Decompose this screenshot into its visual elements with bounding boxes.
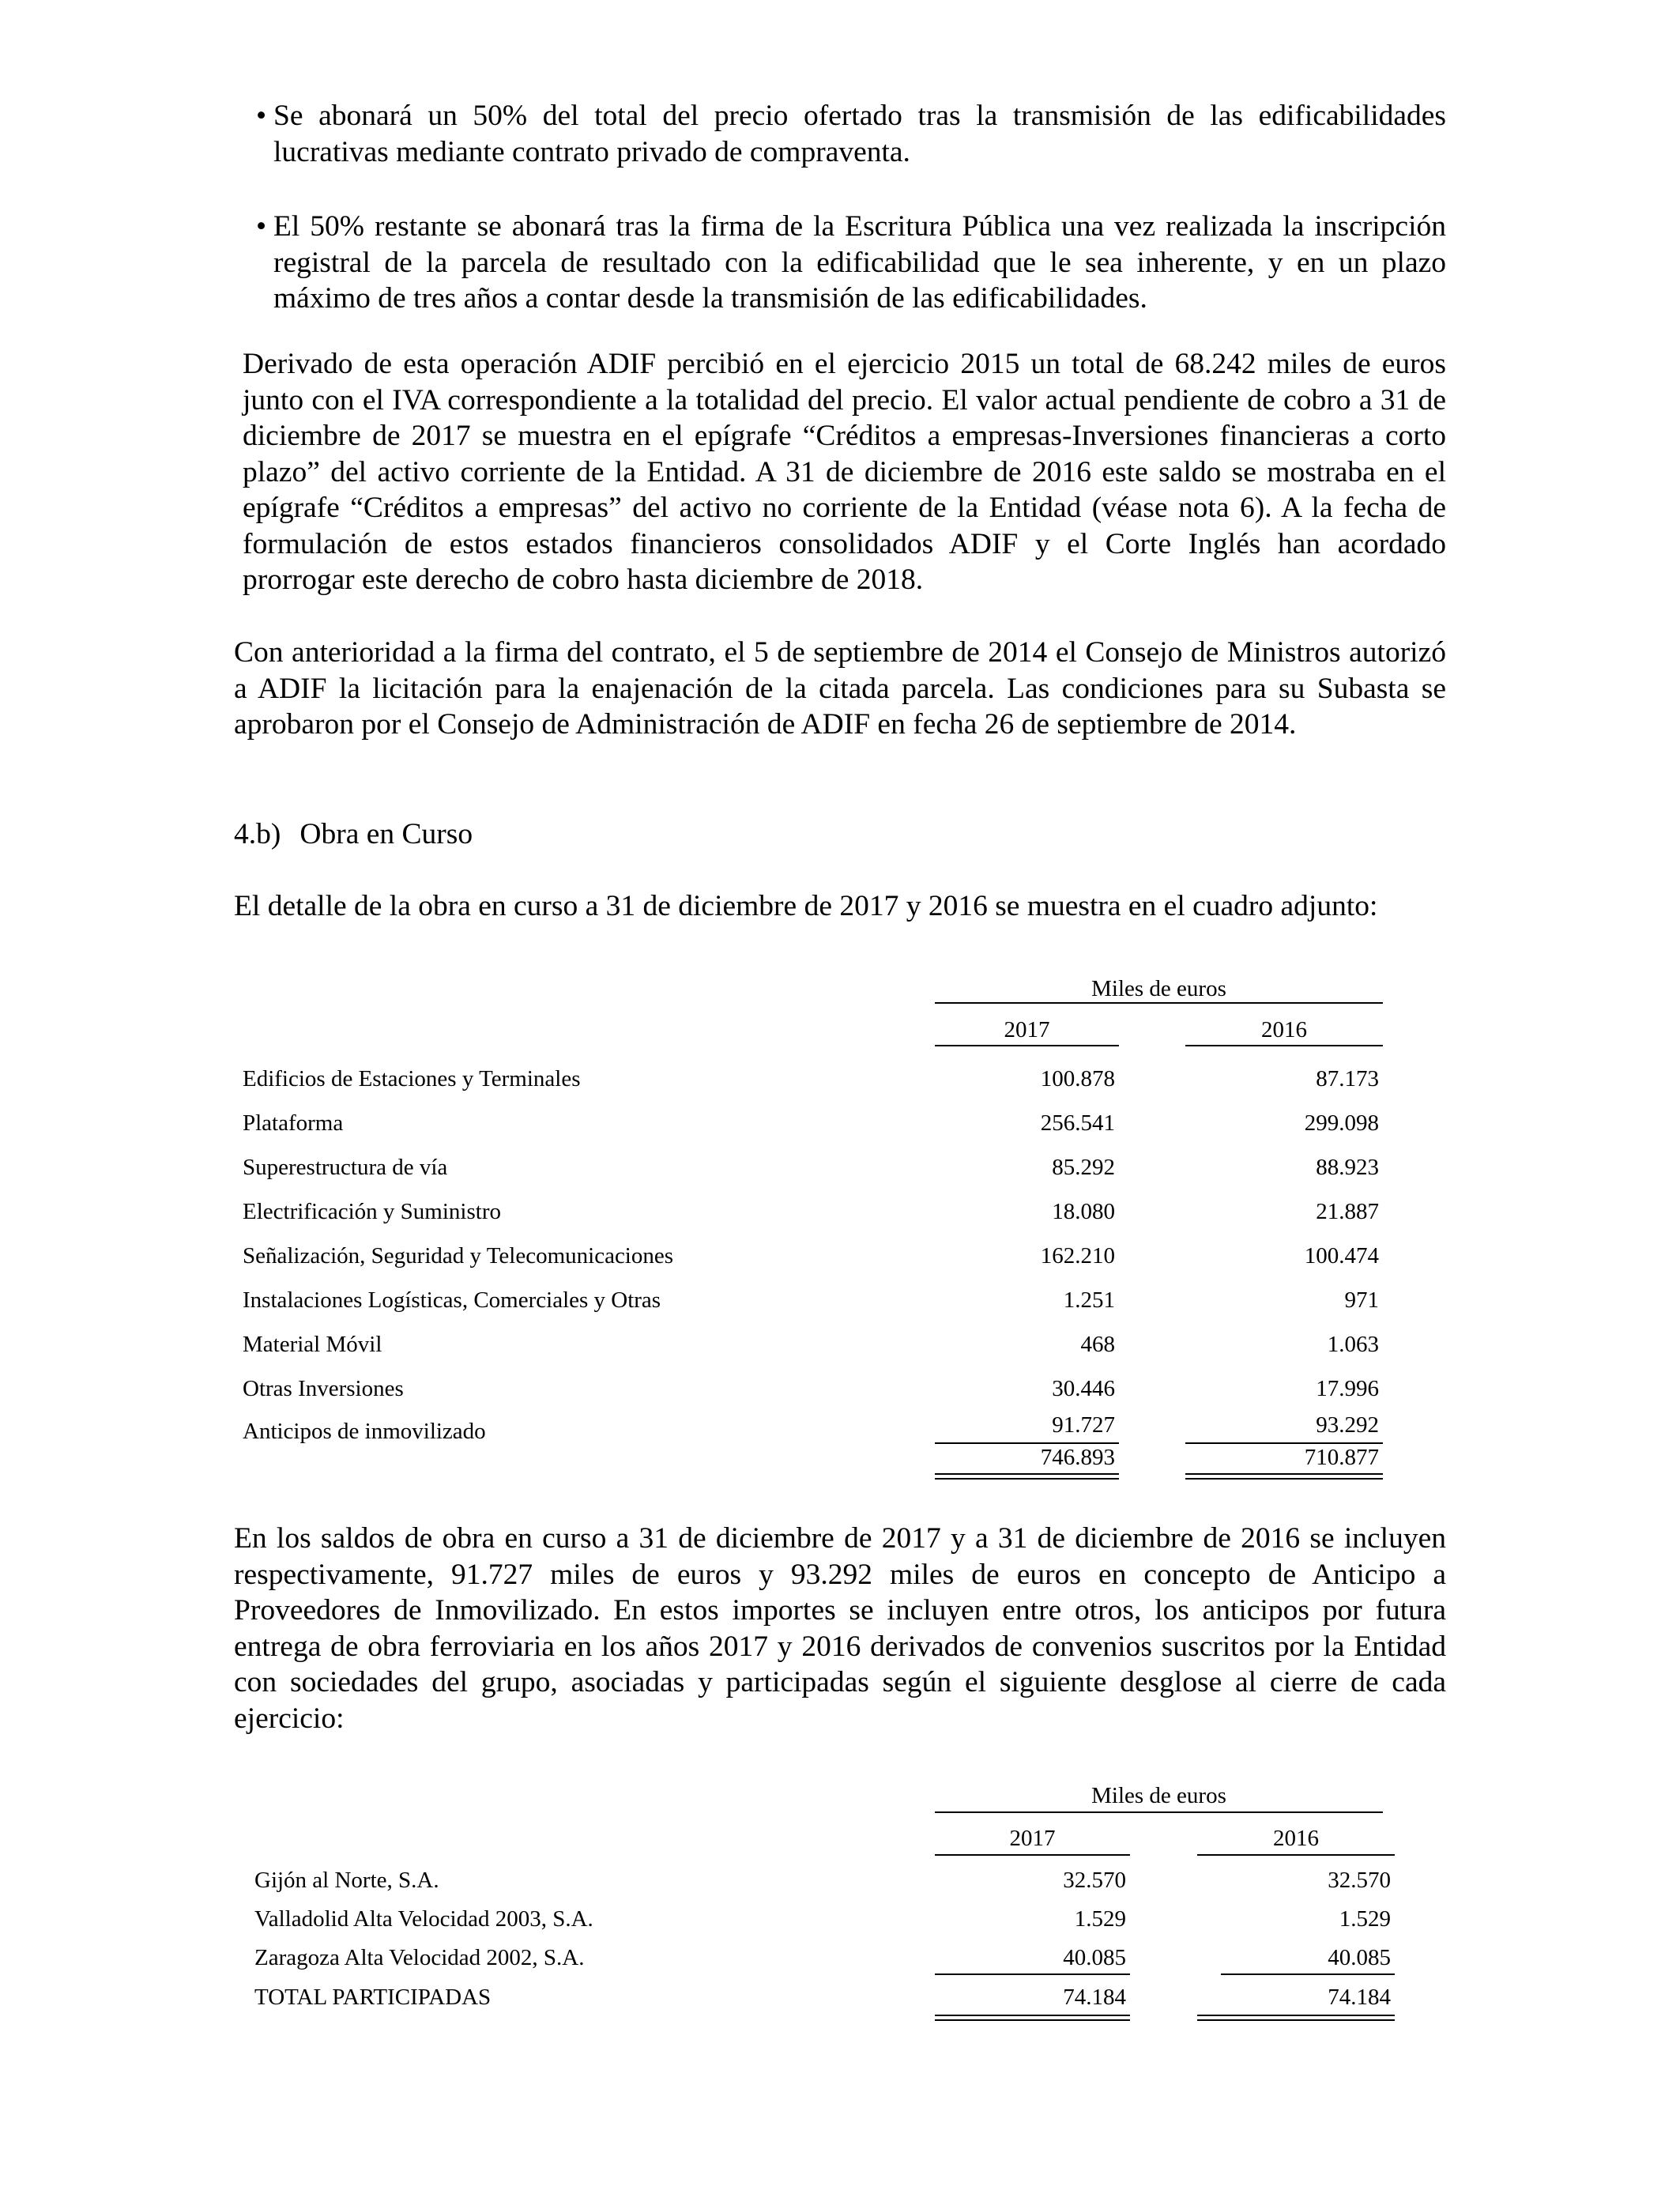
table1-row-value-2016: 17.996 xyxy=(1316,1376,1379,1401)
table2-unit-header: Miles de euros xyxy=(1091,1783,1226,1808)
paragraph-council-authorization: Con anterioridad a la firma del contrato, el 5 de septiembre de 2014 el Consejo de Ministros autorizó a ADIF la licitación para la enajenación de la citada parcela. Las condiciones para su Subasta se aprobaron por el Consejo de Administración de ADIF en fecha 26 de septiembre de 2014. xyxy=(234,636,1446,741)
table2-row-label: Zaragoza Alta Velocidad 2002, S.A. xyxy=(254,1945,585,1970)
table1-col-2017: 2017 xyxy=(1004,1017,1050,1042)
table1-row-value-2016: 1.063 xyxy=(1327,1332,1379,1357)
table1-col-2016: 2016 xyxy=(1261,1017,1307,1042)
table2-total-label: TOTAL PARTICIPADAS xyxy=(254,1985,492,2010)
table2-total-rule-2017 xyxy=(935,1973,1130,1975)
table2-double-rule-2017-a xyxy=(935,2015,1130,2016)
table2-row-value-2016: 40.085 xyxy=(1328,1945,1391,1970)
table2-row-value-2017: 32.570 xyxy=(1063,1868,1126,1893)
table1-row-value-2016: 100.474 xyxy=(1304,1243,1379,1269)
table1-row-value-2017: 162.210 xyxy=(1040,1243,1115,1269)
table2-col-rule-2016 xyxy=(1197,1854,1395,1856)
table1-row-value-2017: 85.292 xyxy=(1052,1155,1115,1180)
table1-row-label: Electrificación y Suministro xyxy=(243,1199,501,1224)
table1-row-value-2016: 21.887 xyxy=(1316,1199,1379,1224)
table1-row-label: Instalaciones Logísticas, Comerciales y Otras xyxy=(243,1287,661,1313)
table1-row-value-2017: 100.878 xyxy=(1040,1066,1115,1091)
table2-double-rule-2016-b xyxy=(1197,2019,1395,2021)
bullet-item-2 xyxy=(256,209,1446,317)
table1-row-label: Superestructura de vía xyxy=(243,1155,448,1180)
table1-double-rule-2016-b xyxy=(1185,1478,1383,1480)
table1-row-label: Plataforma xyxy=(243,1110,344,1136)
table1-col-rule-2016 xyxy=(1185,1045,1383,1046)
table1-row-value-2016: 971 xyxy=(1344,1287,1379,1313)
table1-total-2017: 746.893 xyxy=(1040,1445,1115,1470)
table1-row-value-2016: 93.292 xyxy=(1316,1412,1379,1438)
table1-total-2016: 710.877 xyxy=(1304,1445,1379,1470)
table1-row-value-2017: 18.080 xyxy=(1052,1199,1115,1224)
table1-header-rule xyxy=(935,1002,1383,1004)
table1-row-label: Señalización, Seguridad y Telecomunicaciones xyxy=(243,1243,674,1269)
table1-row-value-2016: 299.098 xyxy=(1304,1110,1379,1136)
section-heading xyxy=(234,816,473,853)
table2-double-rule-2017-b xyxy=(935,2019,1130,2021)
table1-row-label: Material Móvil xyxy=(243,1332,382,1357)
table2-col-2016: 2016 xyxy=(1273,1826,1319,1851)
table1-unit-header: Miles de euros xyxy=(1091,976,1226,1001)
bullet-item-1 xyxy=(256,98,1446,170)
table2-total-2017: 74.184 xyxy=(1063,1985,1126,2010)
section-title: Obra en Curso xyxy=(299,818,473,850)
table2-total-rule-2016 xyxy=(1221,1973,1395,1975)
table2-header-rule xyxy=(935,1811,1383,1813)
bullet-text-1: Se abonará un 50% del total del precio ofertado tras la transmisión de las edificabilidades lucrativas mediante contrato privado de compraventa. xyxy=(273,100,1446,168)
table2-row-value-2016: 1.529 xyxy=(1339,1906,1391,1932)
paragraph-advances-detail: En los saldos de obra en curso a 31 de diciembre de 2017 y a 31 de diciembre de 2016 se incluyen respectivamente, 91.727 miles de euros y 93.292 miles de euros en concepto de Anticipo a Proveedores de Inmovilizado. En estos importes se incluyen entre otros, los anticipos por futura entrega de obra ferroviaria en los años 2017 y 2016 derivados de convenios suscritos por la Entidad con sociedades del grupo, asociadas y participadas según el siguiente desglose al cierre de cada ejercicio: xyxy=(234,1522,1446,1735)
table1-row-label: Edificios de Estaciones y Terminales xyxy=(243,1066,581,1091)
table2-col-rule-2017 xyxy=(935,1854,1130,1856)
table2-row-value-2016: 32.570 xyxy=(1328,1868,1391,1893)
table2-col-2017: 2017 xyxy=(1009,1826,1056,1851)
table2-total-2016: 74.184 xyxy=(1328,1985,1391,2010)
table1-col-rule-2017 xyxy=(935,1045,1119,1046)
section-number: 4.b) xyxy=(234,818,281,850)
bullet-text-2: El 50% restante se abonará tras la firma de la Escritura Pública una vez realizada la inscripción registral de la parcela de resultado con la edificabilidad que le sea inherente, y en un plazo máximo de tres años a contar desde la transmisión de las edificabilidades. xyxy=(273,210,1446,315)
table2-row-value-2017: 1.529 xyxy=(1074,1906,1126,1932)
table1-row-value-2017: 1.251 xyxy=(1063,1287,1115,1313)
table1-row-value-2017: 91.727 xyxy=(1052,1412,1115,1438)
table1-row-value-2017: 468 xyxy=(1080,1332,1115,1357)
table2-row-label: Valladolid Alta Velocidad 2003, S.A. xyxy=(254,1906,593,1932)
table1-row-label: Otras Inversiones xyxy=(243,1376,404,1401)
table1-double-rule-2017-b xyxy=(935,1478,1119,1480)
table1-row-value-2017: 30.446 xyxy=(1052,1376,1115,1401)
table1-double-rule-2016-a xyxy=(1185,1473,1383,1475)
table1-row-value-2016: 88.923 xyxy=(1316,1155,1379,1180)
table2-row-label: Gijón al Norte, S.A. xyxy=(254,1868,439,1893)
paragraph-table-intro: El detalle de la obra en curso a 31 de diciembre de 2017 y 2016 se muestra en el cuadro adjunto: xyxy=(234,890,1378,922)
table1-row-label: Anticipos de inmovilizado xyxy=(243,1419,486,1444)
table2-row-value-2017: 40.085 xyxy=(1063,1945,1126,1970)
table2-double-rule-2016-a xyxy=(1197,2015,1395,2016)
table1-row-value-2017: 256.541 xyxy=(1040,1110,1115,1136)
paragraph-payment-detail: Derivado de esta operación ADIF percibió en el ejercicio 2015 un total de 68.242 miles de euros junto con el IVA correspondiente a la totalidad del precio. El valor actual pendiente de cobro a 31 de diciembre de 2017 se muestra en el epígrafe “Créditos a empresas-Inversiones financieras a corto plazo” del activo corriente de la Entidad. A 31 de diciembre de 2016 este saldo se mostraba en el epígrafe “Créditos a empresas” del activo no corriente de la Entidad (véase nota 6). A la fecha de formulación de estos estados financieros consolidados ADIF y el Corte Inglés han acordado prorrogar este derecho de cobro hasta diciembre de 2018. xyxy=(243,348,1446,596)
table1-double-rule-2017-a xyxy=(935,1473,1119,1475)
bullet-icon: • xyxy=(256,100,267,132)
bullet-icon: • xyxy=(256,210,267,243)
table1-row-value-2016: 87.173 xyxy=(1316,1066,1379,1091)
